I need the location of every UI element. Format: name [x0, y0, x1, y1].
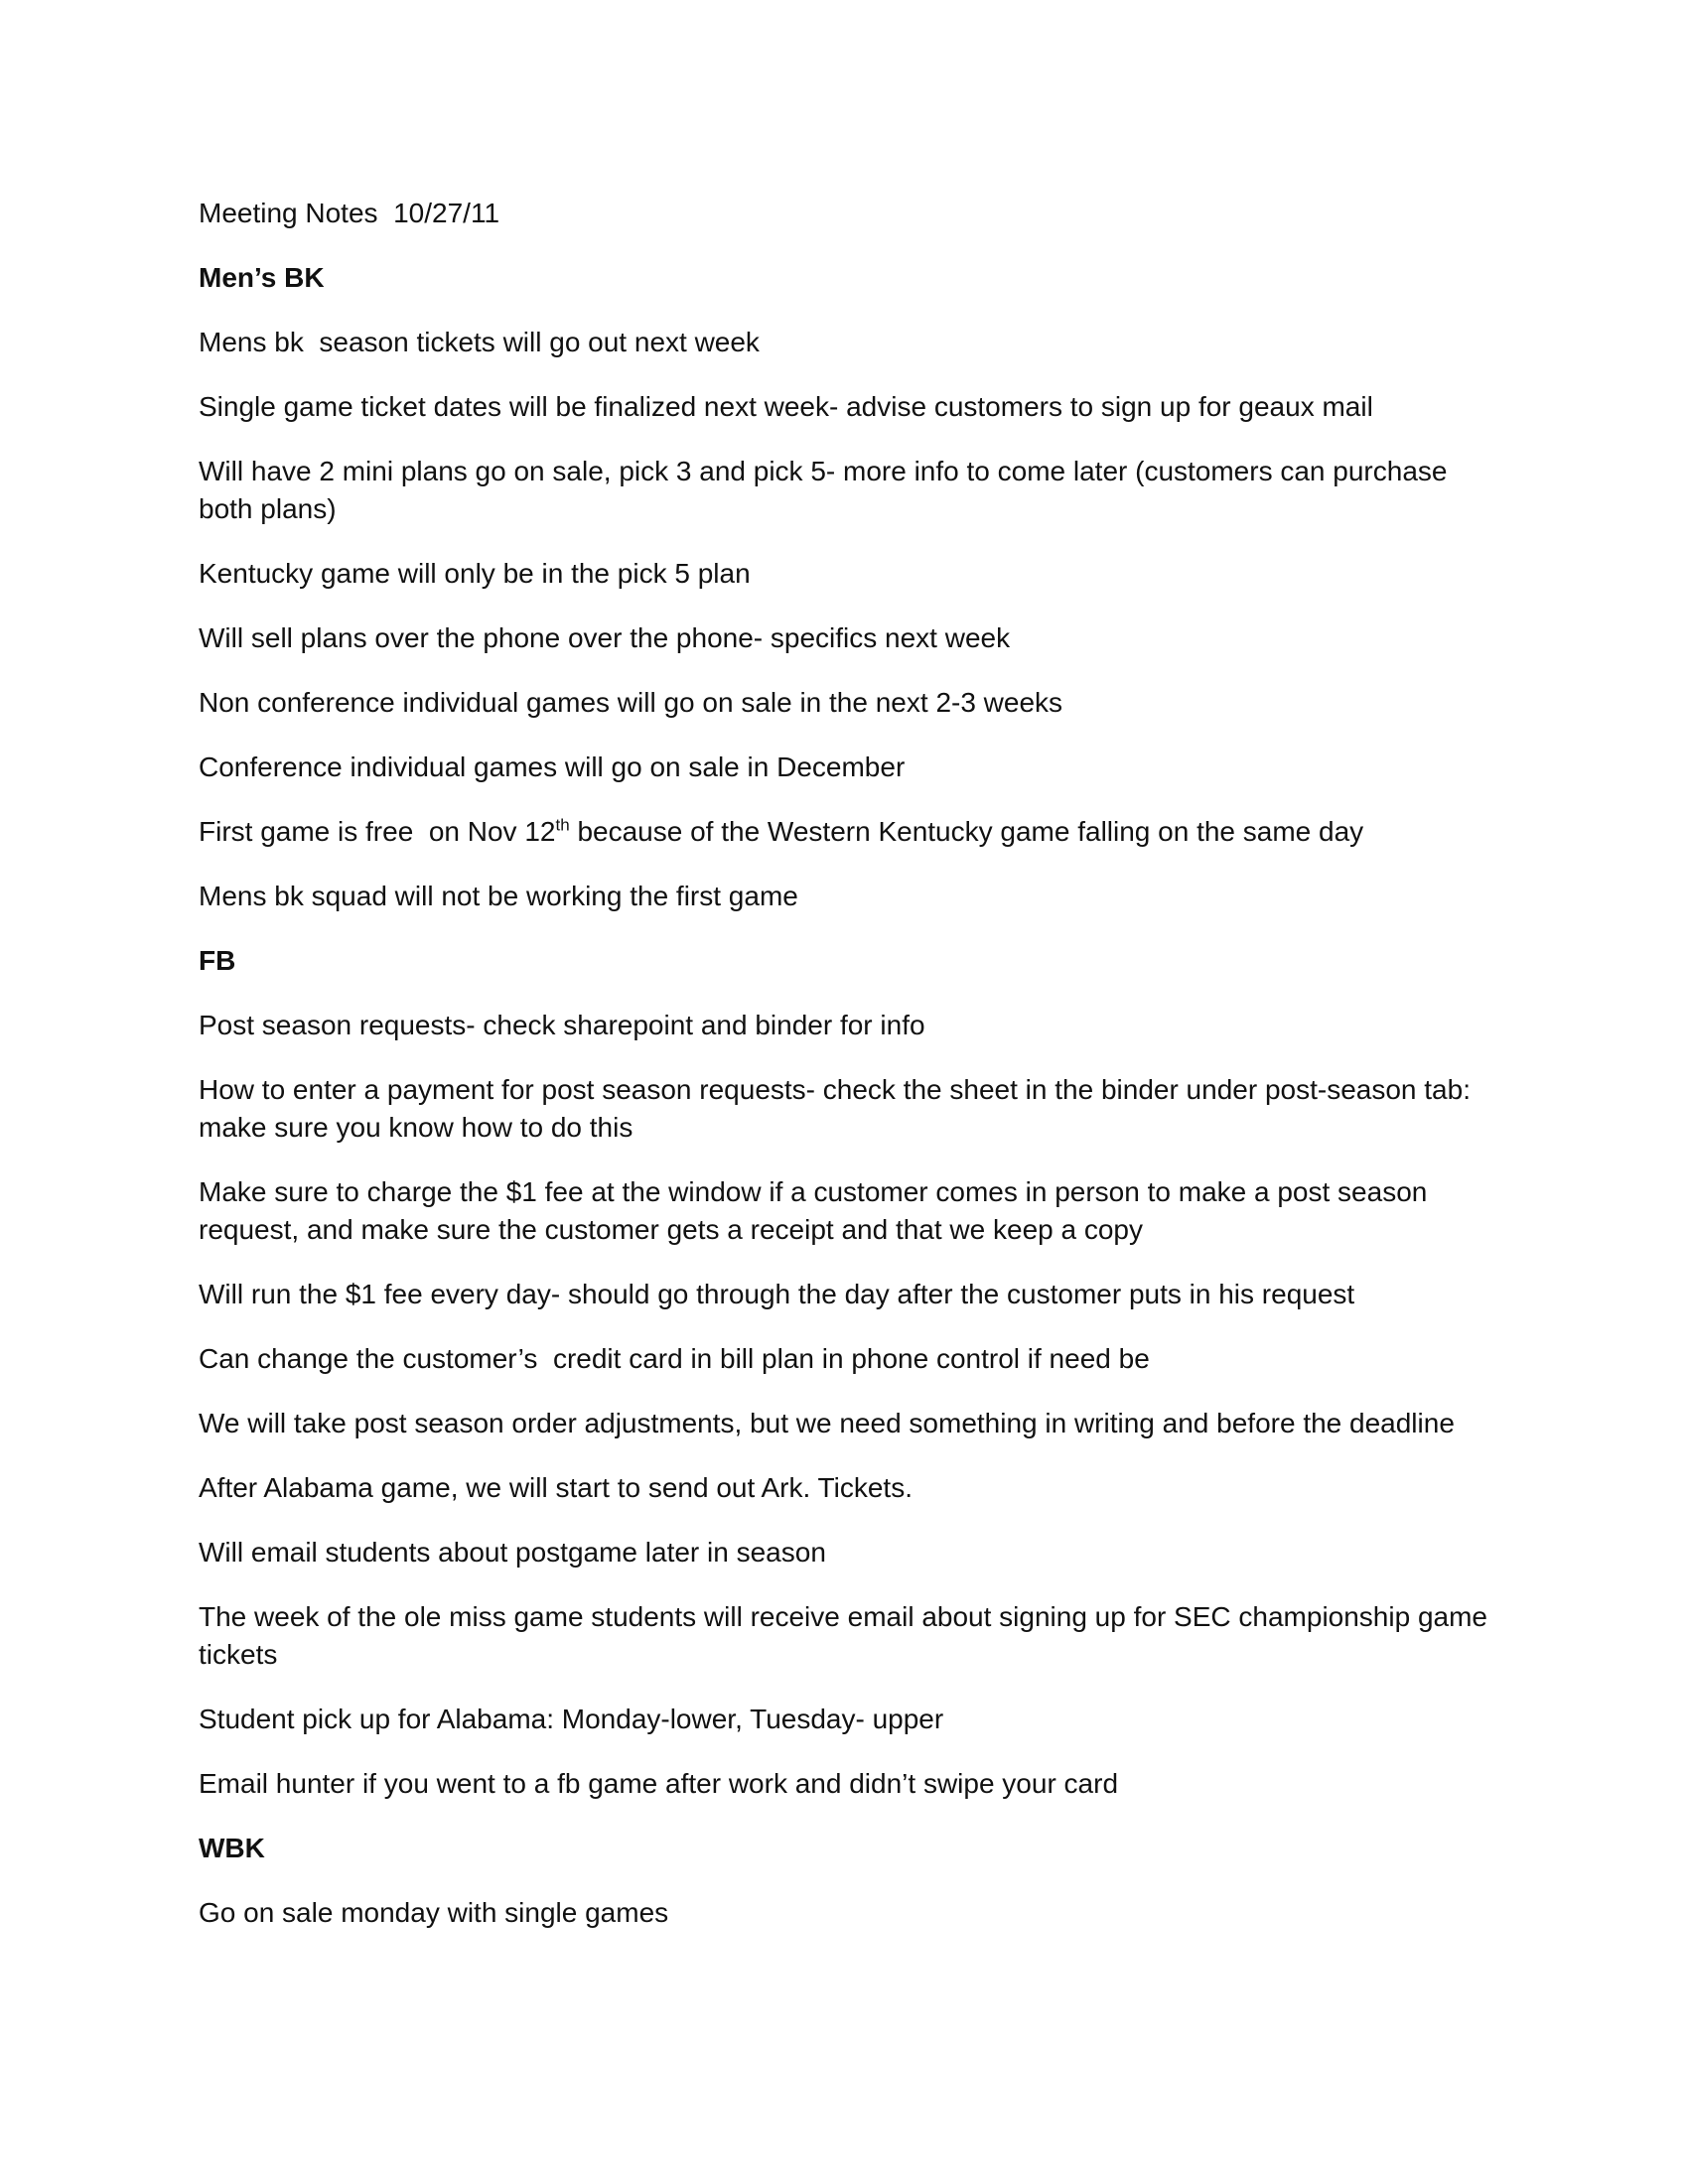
- document-page: [199, 195, 1499, 1959]
- note-text: First game is free on Nov 12: [199, 816, 556, 847]
- note-item: We will take post season order adjustments, but we need something in writing and before the deadline: [199, 1408, 1455, 1438]
- note-item-first-game: [199, 813, 1499, 851]
- note-item: Student pick up for Alabama: Monday-lower, Tuesday- upper: [199, 1704, 944, 1734]
- note-item: Go on sale monday with single games: [199, 1897, 669, 1928]
- note-item: Kentucky game will only be in the pick 5 plan: [199, 558, 751, 589]
- note-item: The week of the ole miss game students will receive email about signing up for SEC championship game tickets: [199, 1601, 1495, 1670]
- ordinal-suffix: th: [555, 815, 570, 835]
- note-item: Mens bk season tickets will go out next week: [199, 327, 760, 357]
- note-item: Mens bk squad will not be working the first game: [199, 881, 798, 911]
- document-title: Meeting Notes 10/27/11: [199, 198, 500, 228]
- note-item: How to enter a payment for post season requests- check the sheet in the binder under post-season tab: make sure you know how to do this: [199, 1074, 1478, 1143]
- note-item: Will email students about postgame later in season: [199, 1537, 826, 1568]
- section-heading-mens-bk: Men’s BK: [199, 262, 325, 293]
- section-heading-fb: FB: [199, 945, 236, 976]
- note-item: Email hunter if you went to a fb game after work and didn’t swipe your card: [199, 1768, 1119, 1799]
- note-item: Single game ticket dates will be finalized next week- advise customers to sign up for geaux mail: [199, 391, 1373, 422]
- note-item: Will have 2 mini plans go on sale, pick 3 and pick 5- more info to come later (customers can purchase both plans): [199, 456, 1456, 524]
- note-item: Conference individual games will go on sale in December: [199, 751, 906, 782]
- section-heading-wbk: WBK: [199, 1833, 265, 1863]
- note-item: Will sell plans over the phone over the phone- specifics next week: [199, 622, 1011, 653]
- note-item: Non conference individual games will go on sale in the next 2-3 weeks: [199, 687, 1063, 718]
- note-item: Post season requests- check sharepoint and binder for info: [199, 1010, 925, 1040]
- note-item: Make sure to charge the $1 fee at the window if a customer comes in person to make a post season request, and make sure the customer gets a receipt and that we keep a copy: [199, 1176, 1436, 1245]
- note-item: After Alabama game, we will start to send out Ark. Tickets.: [199, 1472, 913, 1503]
- note-text: because of the Western Kentucky game falling on the same day: [569, 816, 1364, 847]
- note-item: Will run the $1 fee every day- should go through the day after the customer puts in his request: [199, 1279, 1355, 1309]
- note-item: Can change the customer’s credit card in bill plan in phone control if need be: [199, 1343, 1150, 1374]
